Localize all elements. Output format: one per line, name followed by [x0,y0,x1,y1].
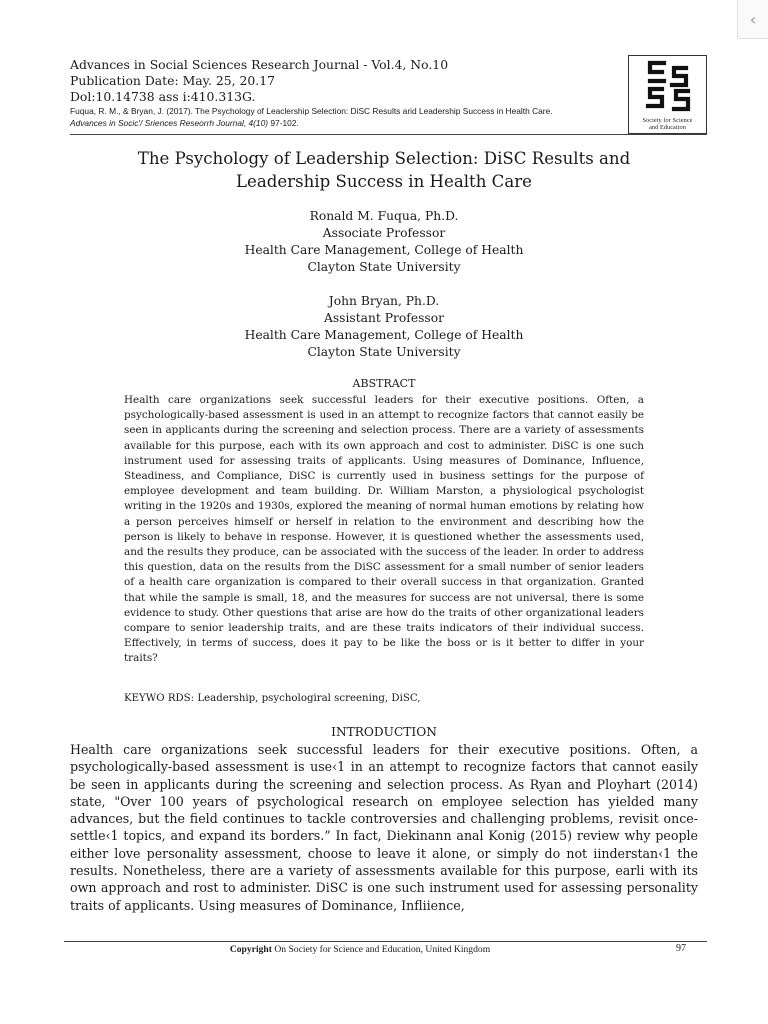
publication-date: Publication Date: May. 25, 20.17 [70,73,275,88]
society-logo [628,55,707,134]
author-department: Health Care Management, College of Health [244,243,524,257]
author-block [70,208,698,276]
author-name: Ronald M. Fuqua, Ph.D. [309,209,459,223]
journal-name: Advances in Social Sciences Research Journal - Vol.4, No.10 [70,57,449,72]
page-number: 97 [676,943,686,954]
sse-logo-icon [638,59,698,117]
keywords: KEYWO RDS: Leadership, psychologiral screening, DiSC, [124,693,421,704]
paper-title: The Psychology of Leadership Selection: DiSC Results and Leadership Success in Health Care [137,149,631,191]
footer-copyright [120,944,600,955]
author-list [70,208,698,361]
author-university: Clayton State University [307,345,461,359]
author-name: John Bryan, Ph.D. [328,294,440,308]
abstract-heading: ABSTRACT [352,377,416,390]
footer-divider [64,941,707,942]
author-department: Health Care Management, College of Health [244,328,524,342]
author-position: Assistant Professor [323,311,445,325]
logo-caption: Society for Science and Education [642,117,693,131]
abstract-body: Health care organizations seek successful leaders for their executive positions. Often, a psychologically-based assessment is used in an attempt to recognize factors that cannot easily be seen in applicants during the screening and selection process. There are a variety of assessments available for this purpose, each with its own approach and cost to administer. DiSC is one such instrument used for assessing traits of applicants. Using measures of Dominance, Influence, Steadiness, and Compliance, DiSC is currently used in business settings for the purpose of employee development and team building. Dr. William Marston, a physiological psychologist writing in the 1920s and 1930s, explored the meaning of normal human emotions by relating how a person perceives himself or herself in relation to the environment and describing how the person is likely to behave in response. However, it is questioned whether the assessments used, and the results they produce, can be associated with the success of the leader. In order to address this question, data on the results from the DiSC assessment for a small number of senior leaders of a health care organization is compared to their overall success in that organization. Granted that while the sample is small, 18, and the measures for success are not universal, there is some evidence to study. Other questions that arise are how do the traits of other organizational leaders compare to senior leadership traits, and are these traits indicators of their individual success. Effectively, in terms of success, does it pay to be like the boss or is it better to differ in your traits? [124,394,644,665]
author-position: Associate Professor [322,226,446,240]
copyright-text: On Society for Science and Education, United Kingdom [274,944,491,955]
introduction-heading: INTRODUCTION [331,725,437,739]
author-block [70,293,698,361]
chevron-left-icon: ‹ [749,9,757,29]
header-divider [70,134,707,135]
citation-text: Fuqua, R. M., & Bryan, J. (2017). The Psychology of Leaclership Selection: DiSC Results arid Leadership Success in Health Care. [70,106,553,116]
citation-pages: 97-102. [270,117,299,128]
copyright-label: Copyright [229,944,272,955]
doi: Dol:10.14738 ass i:410.313G. [70,89,256,104]
introduction-body: Health care organizations seek successful leaders for their executive positions. Often, a psychologically-based assessment is use‹1 in an attempt to recognize factors that cannot easily be seen in applicants during the screening and selection process. As Ryan and Ployhart (2014) state, "Over 100 years of psychological research on employee selection has yielded many advances, but the field continues to tackle controversies and challenging problems, revisit once-settle‹1 topics, and expand its borders.” In fact, Diekinann anal Konig (2015) review why people either love personality assessment, choose to leave it alone, or simply do not iinderstan‹1 the results. Nonetheless, there are a variety of assessments available for this purpose, earli with its own approach and rost to administer. DiSC is one such instrument used for assessing personality traits of applicants. Using measures of Dominance, Infliience, [70,742,698,913]
citation [70,106,625,129]
author-university: Clayton State University [307,260,461,274]
citation-journal: Advances in Socic'/ Sriences Reseorrh Journal, 4(10) [70,117,269,128]
back-button[interactable] [737,0,768,39]
journal-header [70,57,625,129]
